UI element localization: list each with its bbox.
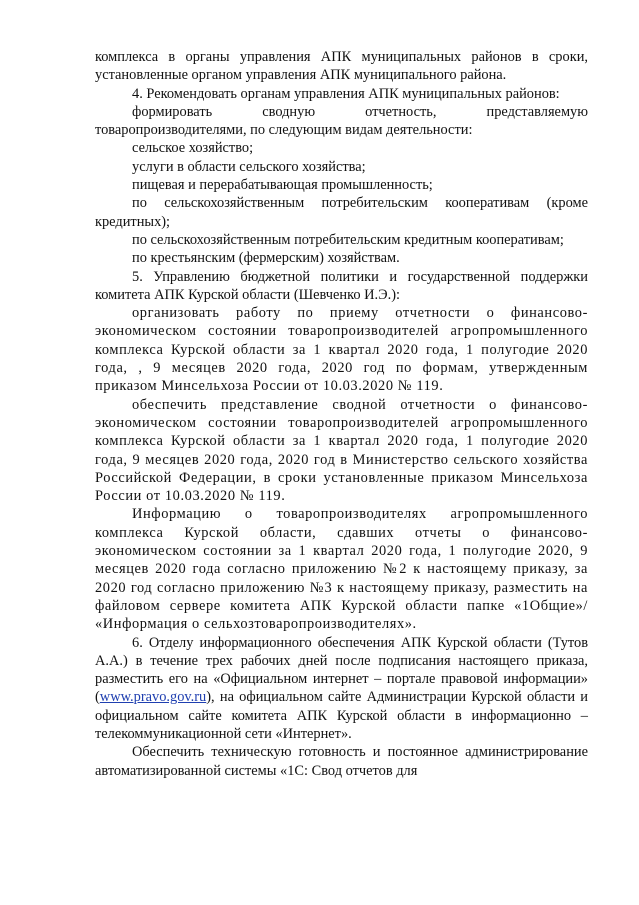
paragraph-provide-reporting: обеспечить представление сводной отчетности о финансово-экономическом состоянии товаропроизводителей агропромышленного комплекса Курской области за 1 квартал 2020 года, 1 полугодие 2020 года, 9 месяцев 2020 года, 2020 год в Министерство сельского хозяйства Российской Федерации, в сроки установленные приказом Минсельхоза России от 10.03.2020 № 119. bbox=[95, 396, 588, 505]
pravo-gov-link[interactable]: www.pravo.gov.ru bbox=[99, 689, 207, 706]
paragraph-item-6 bbox=[95, 634, 588, 744]
activity-credit-coops: по сельскохозяйственным потребительским кредитным кооперативам; bbox=[132, 231, 564, 248]
activity-consumer-coops: по сельскохозяйственным потребительским кооперативам (кроме кредитных); bbox=[95, 195, 588, 230]
activity-agriculture: сельское хозяйство; bbox=[132, 140, 254, 157]
item-6-text-before: 6. Отделу информационного обеспечения АПК Курской области (Тутов А.А.) в течение трех рабочих дней после подписания настоящего приказа, разместить его на «Официальном интернет – портале правовой информации» ( bbox=[95, 634, 588, 706]
paragraph-continuation: комплекса в органы управления АПК муниципальных районов в сроки, установленные органом управления АПК муниципального района. bbox=[95, 49, 588, 84]
paragraph-information-publish: Информацию о товаропроизводителях агропромышленного комплекса Курской области, сдавших отчеты о финансово-экономическом состоянии за 1 квартал 2020 года, 1 полугодие 2020, 9 месяцев 2020 года согласно приложению №2 к настоящему приказу, за 2020 год согласно приложению №3 к настоящему приказу, разместить на файловом сервере комитета АПК Курской области папке «1Общие»/ «Информация о сельхозтоваропроизводителях». bbox=[95, 506, 588, 633]
paragraph-item-5: 5. Управлению бюджетной политики и государственной поддержки комитета АПК Курской области (Шевченко И.Э.): bbox=[95, 268, 588, 303]
paragraph-organize-reporting: организовать работу по приему отчетности о финансово-экономическом состоянии товаропроизводителей агропромышленного комплекса Курской области за 1 квартал 2020 года, 1 полугодие 2020 года, , 9 месяцев 2020 года, 2020 год по формам, утвержденным приказом Минсельхоза России от 10.03.2020 № 119. bbox=[95, 305, 588, 395]
paragraph-item-4: 4. Рекомендовать органам управления АПК муниципальных районов: bbox=[132, 85, 560, 102]
paragraph-last: Обеспечить техническую готовность и постоянное администрирование автоматизированной системы «1С: Свод отчетов для bbox=[95, 744, 588, 779]
activity-farms: по крестьянским (фермерским) хозяйствам. bbox=[132, 250, 400, 267]
item-6-text-after: ), на официальном сайте Администрации Курской области и официальном сайте комитета АПК Курской области в информационно – телекоммуникационной сети «Интернет». bbox=[95, 689, 588, 742]
paragraph-form-reporting: формировать сводную отчетность, представляемую товаропроизводителями, по следующим видам деятельности: bbox=[95, 103, 588, 139]
activity-food-industry: пищевая и перерабатывающая промышленность; bbox=[132, 177, 433, 194]
activity-agri-services: услуги в области сельского хозяйства; bbox=[132, 158, 366, 175]
document-body bbox=[95, 48, 588, 780]
